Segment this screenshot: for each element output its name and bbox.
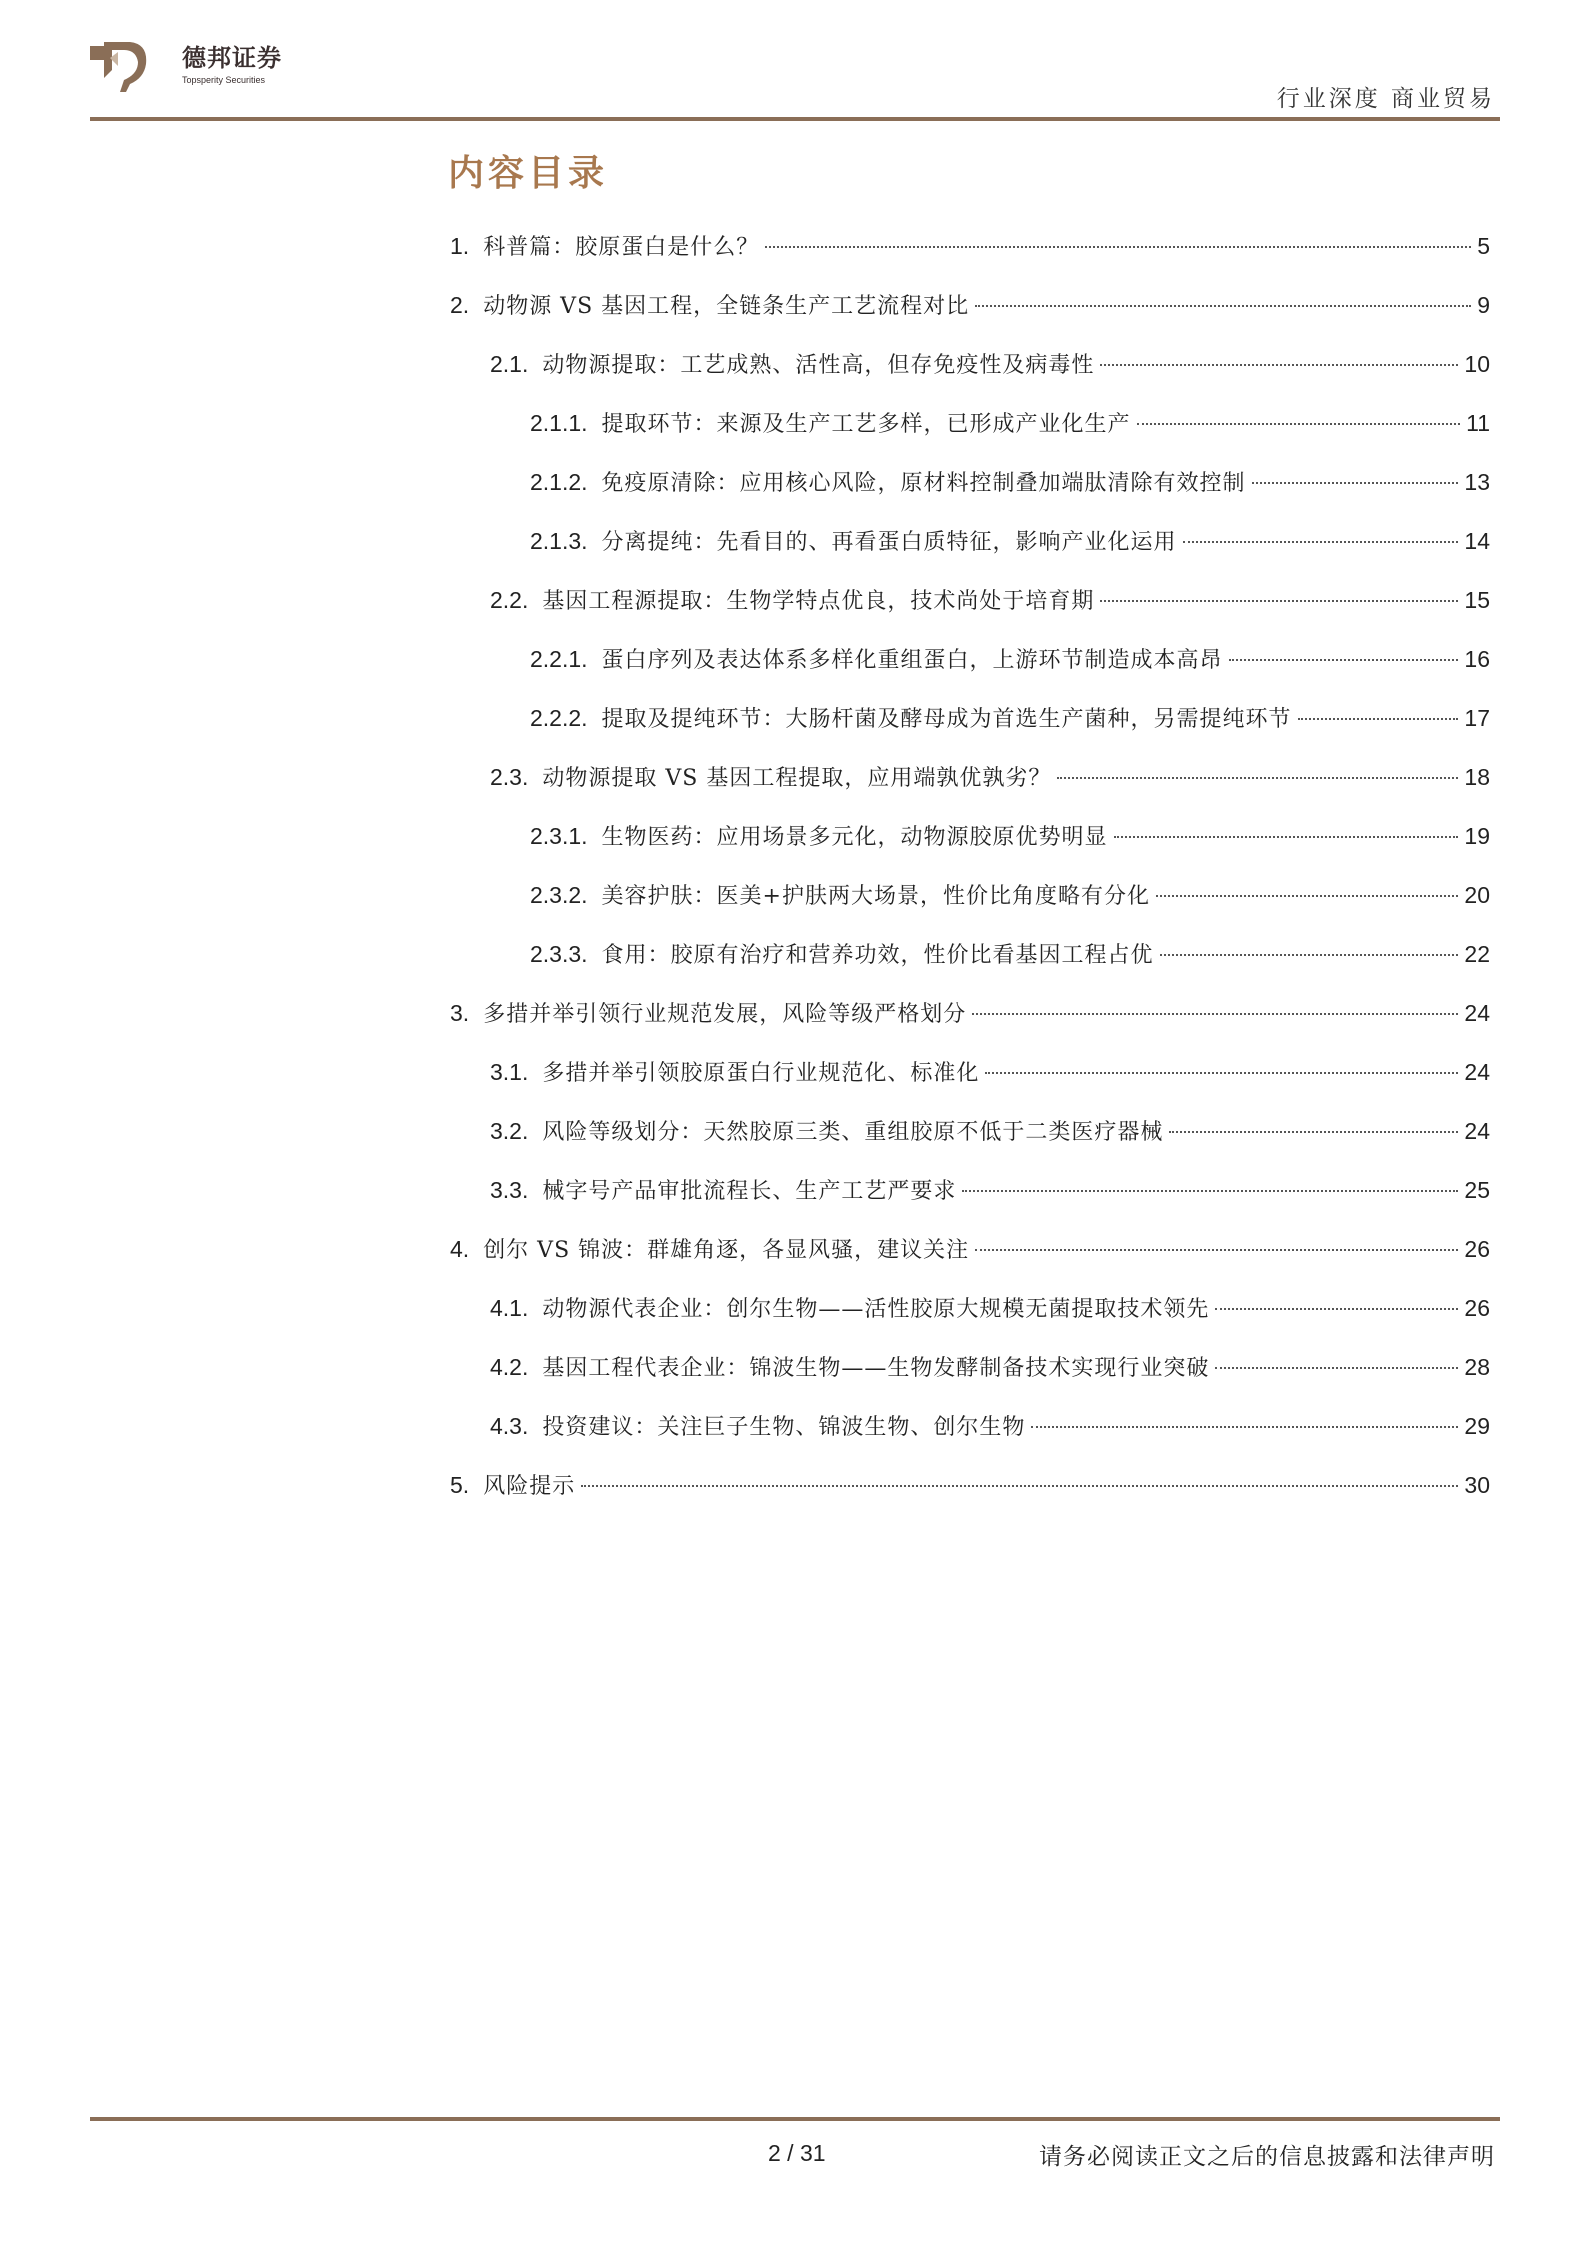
- toc-entry-number: 2.1.3.: [530, 528, 588, 554]
- toc-entry-title: 食用：胶原有治疗和营养功效，性价比看基因工程占优: [601, 943, 1154, 968]
- toc-entry-title: 美容护肤：医美+护肤两大场景，性价比角度略有分化: [601, 884, 1150, 909]
- toc-leader-dots: [1169, 1131, 1458, 1133]
- toc-entry-title: 分离提纯：先看目的、再看蛋白质特征，影响产业化运用: [601, 530, 1177, 555]
- toc-entry-title: 动物源提取 VS 基因工程提取，应用端孰优孰劣？: [542, 766, 1052, 791]
- toc-entry-number: 4.2.: [490, 1354, 529, 1380]
- toc-entry-number: 5.: [450, 1472, 470, 1498]
- toc-entry-title: 科普篇：胶原蛋白是什么？: [483, 235, 760, 260]
- toc-entry[interactable]: [450, 1056, 1490, 1115]
- toc-entry-number: 2.2.1.: [530, 646, 588, 672]
- toc-leader-dots: [972, 1013, 1458, 1015]
- toc-entry-page: 30: [1464, 1472, 1490, 1498]
- toc-entry[interactable]: [450, 584, 1490, 643]
- toc-entry-number: 2.: [450, 292, 470, 318]
- toc-entry-page: 11: [1466, 410, 1490, 436]
- toc-leader-dots: [962, 1190, 1458, 1192]
- toc-entry-number: 4.1.: [490, 1295, 529, 1321]
- toc-entry-title: 风险提示: [483, 1474, 576, 1499]
- toc-leader-dots: [1100, 364, 1458, 366]
- report-category: 行业深度 商业贸易: [1276, 86, 1495, 112]
- toc-leader-dots: [1229, 659, 1459, 661]
- toc-entry-title: 投资建议：关注巨子生物、锦波生物、创尔生物: [542, 1415, 1026, 1440]
- brand-name-cn: 德邦证券: [182, 44, 282, 72]
- toc-entry-title: 风险等级划分：天然胶原三类、重组胶原不低于二类医疗器械: [542, 1120, 1164, 1145]
- toc-entry-page: 19: [1464, 823, 1490, 849]
- toc-entry[interactable]: [450, 938, 1490, 997]
- toc-entry-number: 3.1.: [490, 1059, 529, 1085]
- toc-entry-page: 26: [1464, 1295, 1490, 1321]
- toc-leader-dots: [1100, 600, 1458, 602]
- toc-entry[interactable]: [450, 879, 1490, 938]
- toc-entry-page: 24: [1464, 1059, 1490, 1085]
- toc-entry-title: 提取环节：来源及生产工艺多样，已形成产业化生产: [601, 412, 1131, 437]
- toc-leader-dots: [1215, 1367, 1458, 1369]
- toc-entry[interactable]: [450, 1292, 1490, 1351]
- toc-entry[interactable]: [450, 820, 1490, 879]
- toc-entry-title: 免疫原清除：应用核心风险，原材料控制叠加端肽清除有效控制: [601, 471, 1246, 496]
- toc-entry-title: 生物医药：应用场景多元化，动物源胶原优势明显: [601, 825, 1108, 850]
- toc-entry-page: 24: [1464, 1118, 1490, 1144]
- toc-entry[interactable]: [450, 1115, 1490, 1174]
- brand: [182, 44, 282, 86]
- toc-leader-dots: [1252, 482, 1459, 484]
- toc-leader-dots: [1137, 423, 1461, 425]
- toc-entry[interactable]: [450, 230, 1490, 289]
- toc-entry[interactable]: [450, 702, 1490, 761]
- toc-entry-number: 2.2.: [490, 587, 529, 613]
- toc-entry-title: 基因工程代表企业：锦波生物——生物发酵制备技术实现行业突破: [542, 1356, 1210, 1381]
- toc-title: 内容目录: [448, 152, 609, 194]
- toc-entry-number: 3.: [450, 1000, 470, 1026]
- toc-entry[interactable]: [450, 761, 1490, 820]
- header-divider: [90, 117, 1500, 121]
- page-indicator: 2 / 31: [768, 2140, 826, 2166]
- table-of-contents: [450, 230, 1490, 1528]
- toc-entry-number: 2.1.: [490, 351, 529, 377]
- toc-entry-page: 17: [1464, 705, 1490, 731]
- toc-leader-dots: [1031, 1426, 1458, 1428]
- toc-entry-title: 动物源提取：工艺成熟、活性高，但存免疫性及病毒性: [542, 353, 1095, 378]
- toc-leader-dots: [975, 1249, 1458, 1251]
- toc-entry-number: 2.3.1.: [530, 823, 588, 849]
- toc-entry-page: 16: [1464, 646, 1490, 672]
- toc-entry-title: 多措并举引领行业规范发展，风险等级严格划分: [483, 1002, 967, 1027]
- toc-leader-dots: [581, 1485, 1458, 1487]
- toc-entry-title: 械字号产品审批流程长、生产工艺严要求: [542, 1179, 957, 1204]
- toc-entry-title: 动物源 VS 基因工程，全链条生产工艺流程对比: [483, 294, 970, 319]
- toc-entry[interactable]: [450, 643, 1490, 702]
- toc-entry[interactable]: [450, 1469, 1490, 1528]
- toc-entry-page: 20: [1464, 882, 1490, 908]
- toc-entry-number: 4.: [450, 1236, 470, 1262]
- toc-entry-page: 24: [1464, 1000, 1490, 1026]
- toc-entry-number: 3.3.: [490, 1177, 529, 1203]
- disclaimer: 请务必阅读正文之后的信息披露和法律声明: [1039, 2144, 1495, 2170]
- toc-entry-number: 2.3.: [490, 764, 529, 790]
- toc-entry-title: 提取及提纯环节：大肠杆菌及酵母成为首选生产菌种，另需提纯环节: [601, 707, 1292, 732]
- toc-entry[interactable]: [450, 1410, 1490, 1469]
- toc-entry-page: 22: [1464, 941, 1490, 967]
- toc-entry-number: 2.3.3.: [530, 941, 588, 967]
- toc-entry-page: 14: [1464, 528, 1490, 554]
- toc-leader-dots: [1156, 895, 1458, 897]
- toc-entry[interactable]: [450, 525, 1490, 584]
- toc-entry[interactable]: [450, 1174, 1490, 1233]
- toc-entry[interactable]: [450, 997, 1490, 1056]
- toc-entry-page: 13: [1464, 469, 1490, 495]
- toc-entry-number: 4.3.: [490, 1413, 529, 1439]
- footer-divider: [90, 2117, 1500, 2121]
- toc-leader-dots: [1160, 954, 1459, 956]
- toc-entry-page: 28: [1464, 1354, 1490, 1380]
- toc-entry-title: 多措并举引领胶原蛋白行业规范化、标准化: [542, 1061, 980, 1086]
- toc-entry-page: 5: [1477, 233, 1490, 259]
- toc-leader-dots: [1215, 1308, 1458, 1310]
- toc-leader-dots: [1114, 836, 1459, 838]
- toc-entry-page: 9: [1477, 292, 1490, 318]
- toc-leader-dots: [765, 246, 1471, 248]
- toc-entry[interactable]: [450, 466, 1490, 525]
- toc-entry-page: 18: [1464, 764, 1490, 790]
- toc-entry-page: 25: [1464, 1177, 1490, 1203]
- toc-entry-number: 2.1.2.: [530, 469, 588, 495]
- toc-entry[interactable]: [450, 1351, 1490, 1410]
- toc-entry-title: 基因工程源提取：生物学特点优良，技术尚处于培育期: [542, 589, 1095, 614]
- toc-entry-number: 3.2.: [490, 1118, 529, 1144]
- toc-entry-page: 26: [1464, 1236, 1490, 1262]
- toc-entry-number: 1.: [450, 233, 470, 259]
- toc-entry-title: 动物源代表企业：创尔生物——活性胶原大规模无菌提取技术领先: [542, 1297, 1210, 1322]
- toc-entry[interactable]: [450, 289, 1490, 348]
- toc-entry[interactable]: [450, 407, 1490, 466]
- toc-entry[interactable]: [450, 348, 1490, 407]
- toc-leader-dots: [1298, 718, 1459, 720]
- toc-leader-dots: [1057, 777, 1458, 779]
- toc-leader-dots: [975, 305, 1471, 307]
- toc-entry-page: 10: [1464, 351, 1490, 377]
- toc-leader-dots: [1183, 541, 1459, 543]
- brand-name-en: Topsperity Securities: [182, 75, 266, 85]
- toc-entry-number: 2.2.2.: [530, 705, 588, 731]
- toc-entry-page: 15: [1464, 587, 1490, 613]
- toc-entry-title: 创尔 VS 锦波：群雄角逐，各显风骚，建议关注: [483, 1238, 970, 1263]
- toc-entry[interactable]: [450, 1233, 1490, 1292]
- toc-leader-dots: [985, 1072, 1458, 1074]
- company-logo-icon: [90, 38, 152, 94]
- toc-entry-title: 蛋白序列及表达体系多样化重组蛋白，上游环节制造成本高昂: [601, 648, 1223, 673]
- toc-entry-page: 29: [1464, 1413, 1490, 1439]
- toc-entry-number: 2.1.1.: [530, 410, 588, 436]
- toc-entry-number: 2.3.2.: [530, 882, 588, 908]
